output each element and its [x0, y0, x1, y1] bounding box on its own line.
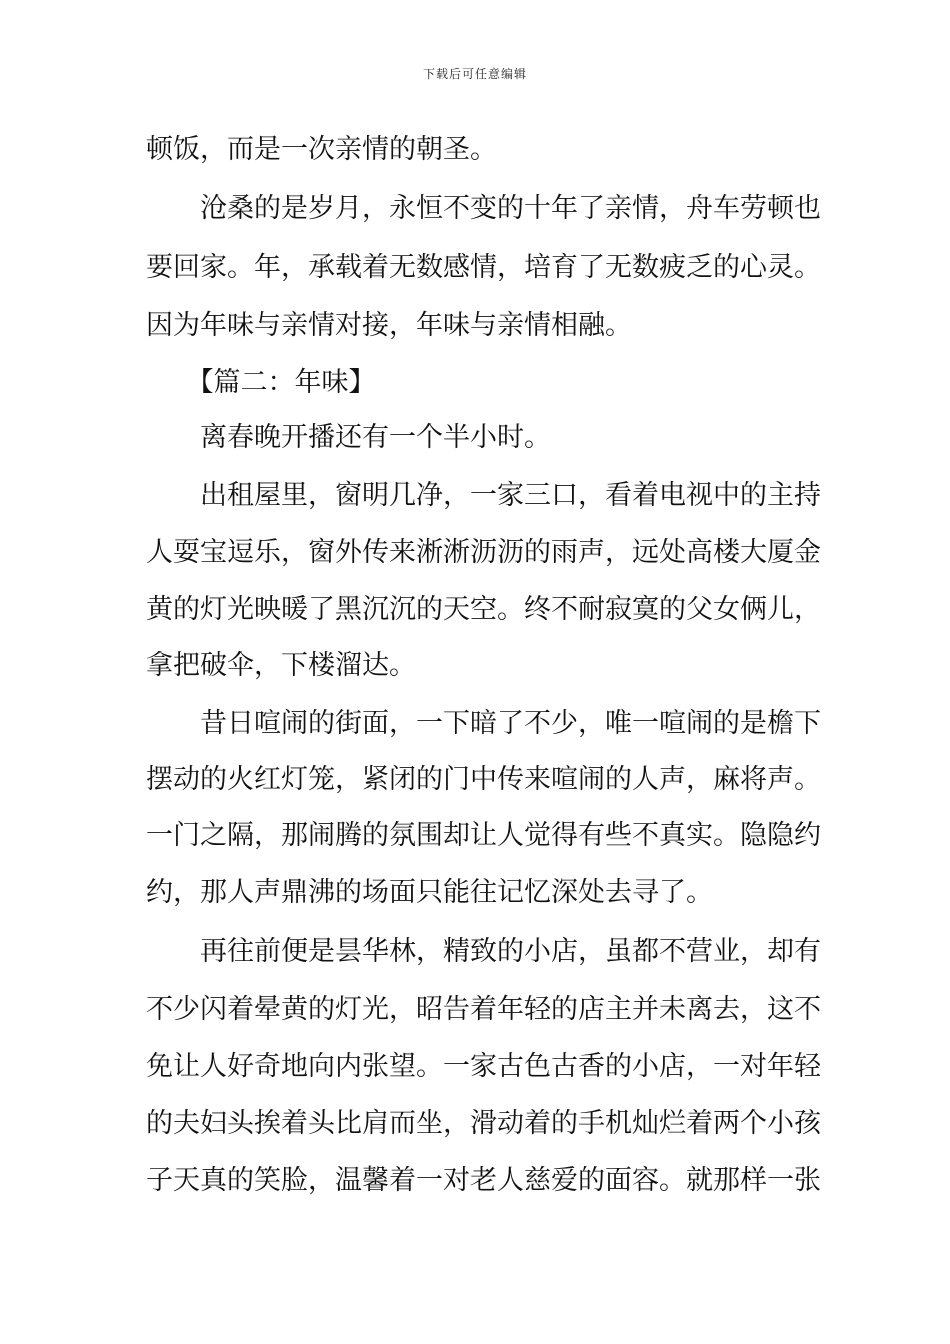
text-line: 的夫妇头挨着头比肩而坐，滑动着的手机灿烂着两个小孩	[146, 1108, 821, 1139]
text-line: 要回家。年，承载着无数感情，培育了无数疲乏的心灵。	[146, 252, 821, 283]
section-heading: 【篇二：年味】	[146, 367, 376, 398]
text-line: 出租屋里，窗明几净，一家三口，看着电视中的主持	[146, 480, 821, 511]
text-line: 黄的灯光映暖了黑沉沉的天空。终不耐寂寞的父女俩儿，	[146, 594, 821, 625]
text-line: 不少闪着晕黄的灯光，昭告着年轻的店主并未离去，这不	[146, 994, 821, 1025]
text-line: 约，那人声鼎沸的场面只能往记忆深处去寻了。	[146, 877, 713, 908]
text-line: 摆动的火红灯笼，紧闭的门中传来喧闹的人声，麻将声。	[146, 764, 821, 795]
text-line: 离春晚开播还有一个半小时。	[146, 422, 551, 453]
text-line: 顿饭，而是一次亲情的朝圣。	[146, 134, 497, 165]
text-line: 一门之隔，那闹腾的氛围却让人觉得有些不真实。隐隐约	[146, 820, 821, 851]
text-line: 免让人好奇地向内张望。一家古色古香的小店，一对年轻	[146, 1051, 821, 1082]
text-line: 沧桑的是岁月，永恒不变的十年了亲情，舟车劳顿也	[146, 193, 821, 224]
text-line: 拿把破伞，下楼溜达。	[146, 650, 416, 681]
text-line: 因为年味与亲情对接，年味与亲情相融。	[146, 310, 632, 341]
text-line: 昔日喧闹的街面，一下暗了不少，唯一喧闹的是檐下	[146, 708, 821, 739]
page-header: 下载后可任意编辑	[422, 67, 527, 81]
text-line: 人耍宝逗乐，窗外传来淅淅沥沥的雨声，远处高楼大厦金	[146, 537, 821, 568]
text-line: 再往前便是昙华林，精致的小店，虽都不营业，却有	[146, 936, 821, 967]
text-line: 子天真的笑脸，温馨着一对老人慈爱的面容。就那样一张	[146, 1165, 821, 1196]
